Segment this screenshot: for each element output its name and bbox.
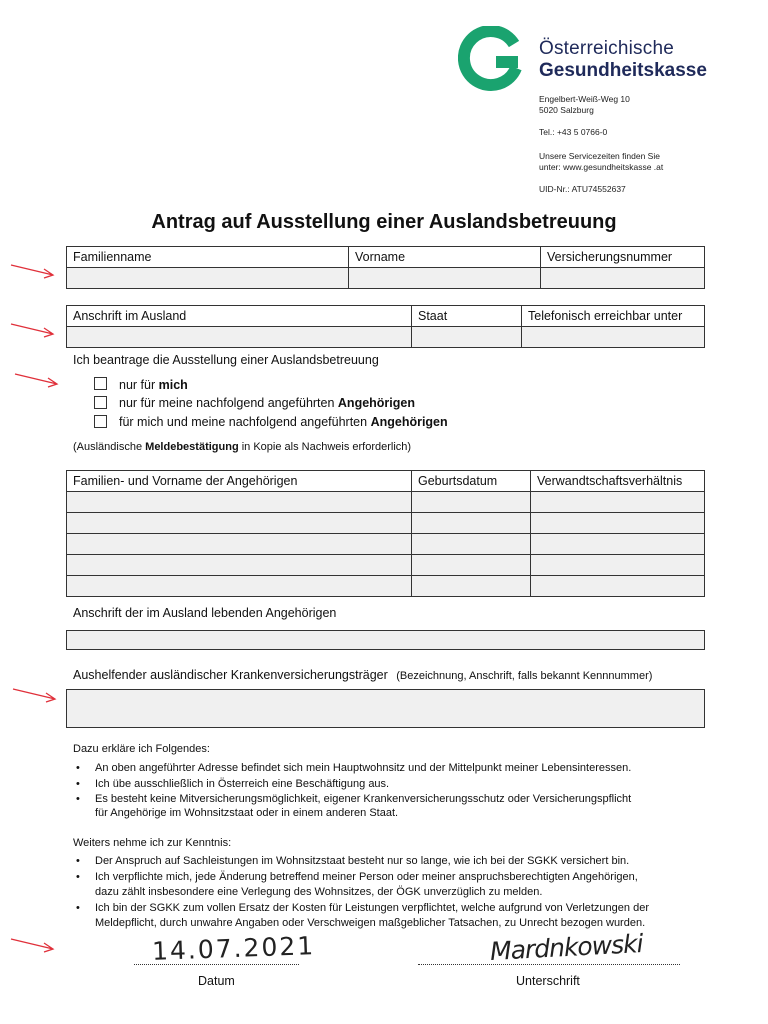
relative-name-field[interactable] bbox=[67, 534, 412, 555]
relatives-address-label: Anschrift der im Ausland lebenden Angehörigen bbox=[73, 606, 337, 620]
insurer-hint: (Bezeichnung, Anschrift, falls bekannt Kennnummer) bbox=[396, 670, 653, 682]
acknowledge-list bbox=[73, 854, 723, 932]
relationship-field[interactable] bbox=[531, 555, 705, 576]
table-row bbox=[67, 576, 705, 597]
option-self-label: nur für mich bbox=[119, 378, 188, 392]
signature-label: Unterschrift bbox=[516, 974, 580, 988]
phone-field[interactable] bbox=[522, 327, 705, 348]
option-both-label: für mich und meine nachfolgend angeführten Angehörigen bbox=[119, 415, 448, 429]
date-line bbox=[134, 964, 299, 965]
birthdate-header: Geburtsdatum bbox=[412, 471, 531, 492]
list-item: • Ich übe ausschließlich in Österreich eine Beschäftigung aus. bbox=[73, 777, 713, 793]
relatives-table bbox=[66, 470, 705, 597]
option-relatives-checkbox[interactable] bbox=[94, 396, 107, 409]
declaration-intro: Dazu erkläre ich Folgendes: bbox=[73, 743, 210, 755]
surname-header: Familienname bbox=[67, 247, 349, 268]
address-street: Engelbert-Weiß-Weg 10 bbox=[539, 94, 630, 104]
insurance-number-header: Versicherungsnummer bbox=[541, 247, 705, 268]
acknowledge-intro: Weiters nehme ich zur Kenntnis: bbox=[73, 837, 232, 849]
birthdate-field[interactable] bbox=[412, 513, 531, 534]
relationship-header: Verwandtschaftsverhältnis bbox=[531, 471, 705, 492]
brand-name-line2: Gesundheitskasse bbox=[539, 60, 707, 81]
relationship-field[interactable] bbox=[531, 534, 705, 555]
phone-header: Telefonisch erreichbar unter bbox=[522, 306, 705, 327]
insurance-number-field[interactable] bbox=[541, 268, 705, 289]
relative-name-field[interactable] bbox=[67, 555, 412, 576]
birthdate-field[interactable] bbox=[412, 492, 531, 513]
address-table bbox=[66, 305, 705, 348]
request-intro: Ich beantrage die Ausstellung einer Auslandsbetreuung bbox=[73, 353, 379, 367]
form-title: Antrag auf Ausstellung einer Auslandsbetreuung bbox=[151, 211, 617, 233]
relatives-address-field[interactable] bbox=[66, 630, 705, 650]
option-self-checkbox[interactable] bbox=[94, 377, 107, 390]
insurer-label-row bbox=[73, 666, 652, 684]
list-item: • Der Anspruch auf Sachleistungen im Wohnsitzstaat besteht nur so lange, wie ich bei der SGKK versichert bin. bbox=[73, 854, 723, 870]
signature-value[interactable]: Mardnkowski bbox=[489, 929, 644, 966]
table-row bbox=[67, 492, 705, 513]
oegk-logo-icon bbox=[458, 26, 524, 92]
birthdate-field[interactable] bbox=[412, 555, 531, 576]
firstname-field[interactable] bbox=[349, 268, 541, 289]
address-city: 5020 Salzburg bbox=[539, 105, 594, 115]
brand-name-line1: Österreichische bbox=[539, 38, 674, 59]
personal-data-table bbox=[66, 246, 705, 289]
list-item: • Ich verpflichte mich, jede Änderung betreffend meiner Person oder meiner anspruchsberechtigten Angehörigen, dazu zählt insbesondere eine Verlegung des Wohnsitzes, der ÖGK unverzüglich zu melden. bbox=[73, 870, 723, 901]
birthdate-field[interactable] bbox=[412, 534, 531, 555]
option-relatives-label: nur für meine nachfolgend angeführten Angehörigen bbox=[119, 396, 415, 410]
country-field[interactable] bbox=[412, 327, 522, 348]
foreign-address-field[interactable] bbox=[67, 327, 412, 348]
table-row bbox=[67, 513, 705, 534]
insurer-label: Aushelfender ausländischer Krankenversicherungsträger bbox=[73, 668, 388, 682]
relative-name-field[interactable] bbox=[67, 576, 412, 597]
date-label: Datum bbox=[198, 974, 235, 988]
option-both-checkbox[interactable] bbox=[94, 415, 107, 428]
country-header: Staat bbox=[412, 306, 522, 327]
declaration-list bbox=[73, 761, 713, 808]
registration-note: (Ausländische Meldebestätigung in Kopie als Nachweis erforderlich) bbox=[73, 441, 412, 453]
relative-name-header: Familien- und Vorname der Angehörigen bbox=[67, 471, 412, 492]
list-item: • Ich bin der SGKK zum vollen Ersatz der Kosten für Leistungen verpflichtet, welche aufgrund von Verletzungen der Meldepflicht, durch unwahre Angaben oder Verschweigen maßgeblicher Tatsachen, zu Unrecht bezogen wurden. bbox=[73, 901, 723, 932]
date-value[interactable]: 14.07.2021 bbox=[151, 931, 316, 966]
surname-field[interactable] bbox=[67, 268, 349, 289]
table-row bbox=[67, 555, 705, 576]
arrow-annotation-icon bbox=[10, 263, 56, 279]
firstname-header: Vorname bbox=[349, 247, 541, 268]
relationship-field[interactable] bbox=[531, 576, 705, 597]
signature-line bbox=[418, 964, 680, 965]
relationship-field[interactable] bbox=[531, 492, 705, 513]
birthdate-field[interactable] bbox=[412, 576, 531, 597]
relationship-field[interactable] bbox=[531, 513, 705, 534]
relative-name-field[interactable] bbox=[67, 492, 412, 513]
foreign-address-header: Anschrift im Ausland bbox=[67, 306, 412, 327]
service-line2: unter: www.gesundheitskasse .at bbox=[539, 162, 664, 172]
uid-number: UID-Nr.: ATU74552637 bbox=[539, 184, 626, 194]
arrow-annotation-icon bbox=[10, 937, 56, 953]
service-line1: Unsere Servicezeiten finden Sie bbox=[539, 151, 660, 161]
insurer-field-line2[interactable] bbox=[66, 709, 705, 728]
arrow-annotation-icon bbox=[14, 372, 60, 388]
arrow-annotation-icon bbox=[10, 322, 56, 338]
table-row bbox=[67, 534, 705, 555]
phone: Tel.: +43 5 0766-0 bbox=[539, 127, 608, 137]
relative-name-field[interactable] bbox=[67, 513, 412, 534]
declaration-item-continued: für Angehörige im Wohnsitzstaat oder in einem anderen Staat. bbox=[95, 807, 399, 819]
arrow-annotation-icon bbox=[12, 687, 58, 703]
insurer-field-line1[interactable] bbox=[66, 689, 705, 710]
list-item: • An oben angeführter Adresse befindet sich mein Hauptwohnsitz und der Mittelpunkt meiner Lebensinteressen. bbox=[73, 761, 713, 777]
list-item: • Es besteht keine Mitversicherungsmöglichkeit, eigener Krankenversicherungsschutz oder Versicherungspflicht bbox=[73, 792, 713, 808]
